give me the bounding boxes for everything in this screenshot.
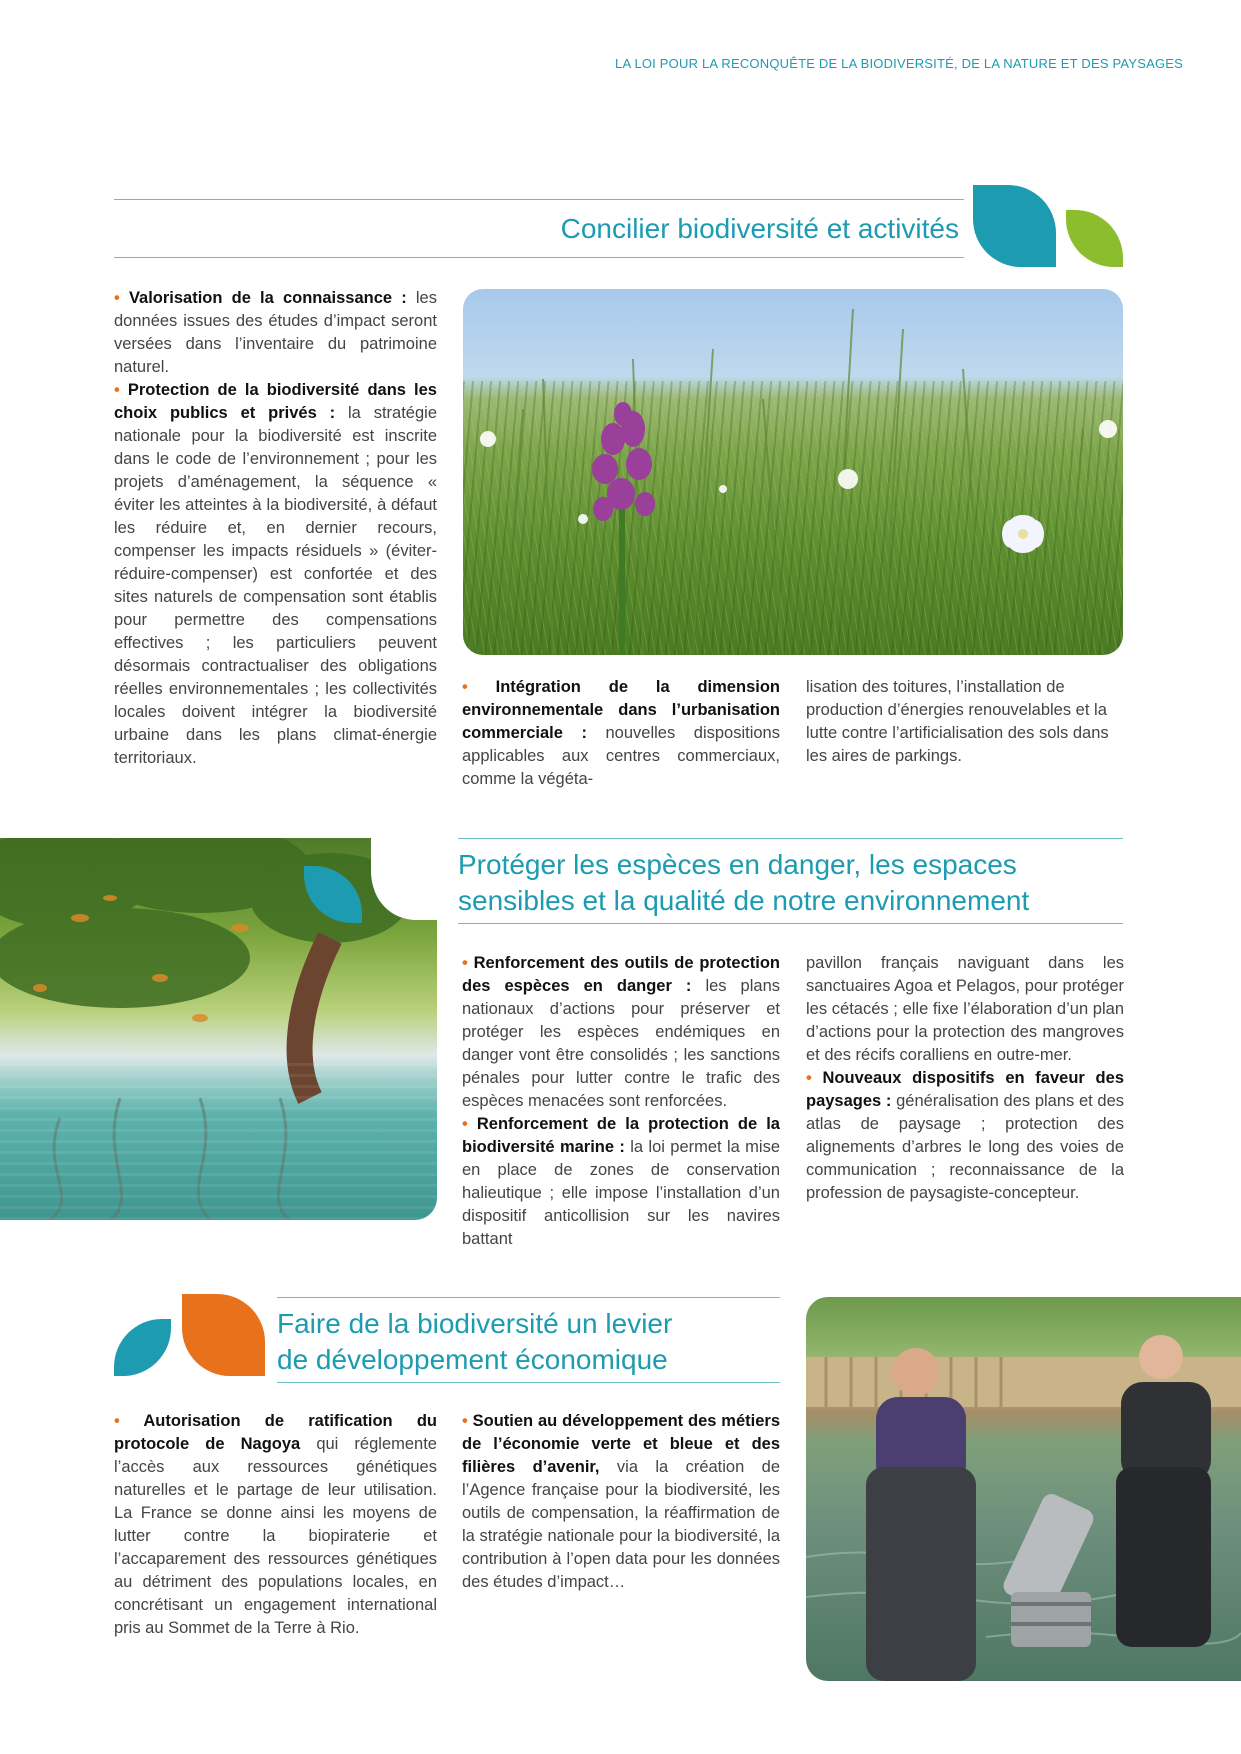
- section3-col2: [462, 1410, 780, 1594]
- section1-col1: [114, 287, 437, 770]
- orange-leaf-icon: [182, 1294, 265, 1376]
- section2-bullet-3: • Nouveaux dispositifs en faveur des paysages : généralisation des plans et des atlas de paysage ; protection des alignements d’arbres le long des voies de communication ; reconnaissance de la profession de paysagiste-concepteur.: [806, 1069, 1124, 1202]
- section3-bullet-1: • Autorisation de ratification du protocole de Nagoya qui réglemente l’accès aux ressources génétiques naturelles et le partage de leur utilisation. La France se donne ainsi les moyens de lutter contre la biopiraterie et l’accaparement des ressources génétiques au détriment des populations locales, en concrétisant un engagement international pris au Sommet de la Terre à Rio.: [114, 1412, 437, 1637]
- section2-rule-bottom: [458, 923, 1123, 924]
- teal-leaf-icon: [973, 185, 1056, 267]
- meadow-grass-stems: [463, 289, 1123, 655]
- section1-col3: lisation des toitures, l’installation de production d’énergies renouvelables et la lutte contre l’artificialisation des sols dans les aires de parkings.: [806, 678, 1109, 765]
- sieve-icon: [1000, 1491, 1096, 1647]
- section1-bullet-1: • Valorisation de la connaissance : les données issues des études d’impact seront versées dans l’inventaire du patrimoine naturel.: [114, 289, 437, 376]
- meadow-orchid-photo: [463, 289, 1123, 655]
- section1-bullet-2: • Protection de la biodiversité dans les choix publics et privés : la stratégie nationale pour la biodiversité est inscrite dans le code de l’environnement ; pour les projets d’aménagement, la séquence « éviter les atteintes à la biodiversité, à défaut les réduire et, en dernier recours, compenser les impacts résiduels » (éviter-réduire-compenser) est confortée et des sites naturels de compensation sont établis pour permettre des compensations effectives ; les particuliers peuvent désormais contractualiser des obligations réelles environnementales ; les collectivités locales doivent intégrer la biodiversité urbaine dans les plans climat-énergie territoriaux.: [114, 381, 437, 767]
- section1-bullet-3: • Intégration de la dimension environnementale dans l’urbanisation commerciale : nouvelles dispositions applicables aux centres commerciaux, comme la végéta-: [462, 678, 780, 788]
- orchid-icon: [592, 402, 655, 655]
- section2-rule-top: [458, 838, 1123, 839]
- section2-col1: [462, 952, 780, 1251]
- running-header: LA LOI POUR LA RECONQUÊTE DE LA BIODIVERSITÉ, DE LA NATURE ET DES PAYSAGES: [615, 56, 1183, 71]
- teal-leaf-icon: [114, 1319, 171, 1376]
- section2-bullet-2: • Renforcement de la protection de la biodiversité marine : la loi permet la mise en place de zones de conservation halieutique ; elle impose l’installation d’un dispositif anticollision sur les navires battant: [462, 1115, 780, 1248]
- section2-bullet-1: • Renforcement des outils de protection des espèces en danger : les plans nationaux d’actions pour préserver et protéger les espèces endémiques en danger vont être consolidés ; les sanctions pénales pour lutter contre le trafic des espèces menacées sont renforcées.: [462, 954, 780, 1110]
- scientists-scene: [806, 1297, 1241, 1681]
- scientists-sampling-photo: [806, 1297, 1241, 1681]
- section1-rule-bottom: [114, 257, 964, 258]
- section1-rule-top: [114, 199, 964, 200]
- section3-col1: [114, 1410, 437, 1640]
- section3-rule-top: [277, 1297, 780, 1298]
- section1-title: Concilier biodiversité et activités: [560, 213, 959, 244]
- section2-title: Protéger les espèces en danger, les espaces sensibles et la qualité de notre environnement: [458, 849, 1030, 916]
- section3-rule-bottom: [277, 1382, 780, 1383]
- green-leaf-icon: [1066, 210, 1123, 267]
- section2-col2: pavillon français naviguant dans les sanctuaires Agoa et Pelagos, pour protéger les cétacés ; elle fixe l’élaboration d’un plan d’actions pour la protection des mangroves et des récifs coralliens en outre-mer. • Nouveaux dispositifs en faveur des paysages : généralisation des plans et des atlas de paysage ; protection des alignements d’arbres le long des voies de communication ; reconnaissance de la profession de paysagiste-concepteur.: [806, 952, 1124, 1205]
- section1-col2: [462, 676, 780, 791]
- mangrove-photo: [0, 838, 437, 1220]
- white-flower-icon: [1002, 515, 1044, 553]
- section3-title: Faire de la biodiversité un levier de développement économique: [277, 1308, 673, 1375]
- section3-bullet-2: • Soutien au développement des métiers de l’économie verte et bleue et des filières d’avenir, via la création de l’Agence française pour la biodiversité, les outils de compensation, la réaffirmation de la stratégie nationale pour la biodiversité, la contribution à l’open data pour les données des études d’impact…: [462, 1412, 781, 1591]
